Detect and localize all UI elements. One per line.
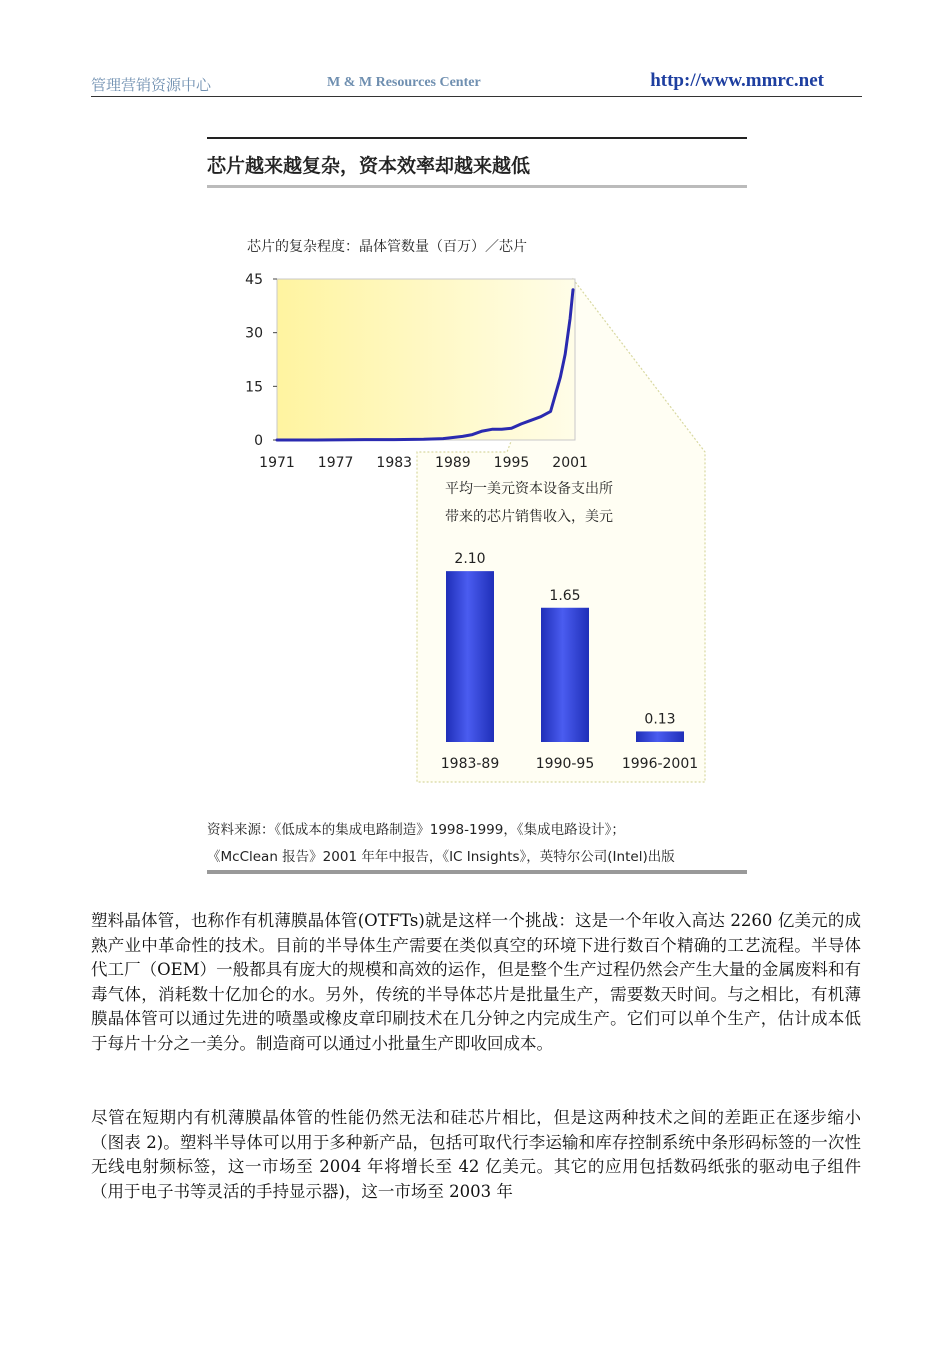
bar-category-label: 1990-95 [535,756,595,772]
bar-value-label: 2.10 [454,551,486,568]
line-x-tick-label: 1983 [376,455,413,471]
bar-category-label: 1996-2001 [621,756,699,772]
body-paragraph-2: 尽管在短期内有机薄膜晶体管的性能仍然无法和硅芯片相比，但是这两种技术之间的差距正在逐步缩小（图表 2)。塑料半导体可以用于多种新产品，包括可取代行李运输和库存控制系统中条形码标签的一次性无线电射频标签，这一市场至 2004 年将增长至 42 亿美元。其它的应用包括数码纸张的驱动电子组件（用于电子书等灵活的手持显示器)，这一市场至 2003 年 [91,1108,861,1201]
header-org-name: 管理营销资源中心 [91,76,212,94]
bar-value-label: 1.65 [549,587,581,604]
bar-category-label: 1983-89 [440,756,500,772]
bar-value-label: 0.13 [644,711,676,728]
bar-chart-title: 带来的芯片销售收入，美元 [445,509,613,525]
figure-charts [207,137,747,797]
line-y-tick-label: 0 [254,433,263,449]
line-x-tick-label: 1971 [259,455,295,471]
line-x-tick-label: 2001 [552,455,588,471]
line-y-axis-label: 芯片的复杂程度：晶体管数量（百万）／芯片 [247,239,527,255]
header-url-link[interactable]: http://www.mmrc.net [650,70,824,91]
line-x-tick-label: 1977 [317,455,354,471]
bar-chart-title: 平均一美元资本设备支出所 [445,481,613,497]
line-y-tick-label: 15 [245,379,263,396]
page-header [91,66,862,97]
bar-1983-89 [446,571,494,742]
line-x-tick-label: 1989 [435,455,471,471]
line-y-tick-label: 30 [245,325,263,342]
figure-source-line-2: 《McClean 报告》2001 年年中报告，《IC Insights》，英特尔公司(Intel)出版 [207,849,675,865]
bar-1990-95 [541,608,589,742]
bar-1996-2001 [636,731,684,742]
figure-source-line-1: 资料来源：《低成本的集成电路制造》1998-1999，《集成电路设计》； [207,822,625,838]
figure-bottom-rule [207,870,747,874]
figure [207,137,747,877]
line-x-tick-label: 1995 [493,455,530,471]
header-center-name: M & M Resources Center [327,75,481,90]
line-plot-area [277,279,575,440]
figure-title: 芯片越来越复杂，资本效率却越来越低 [207,155,531,177]
line-y-tick-label: 45 [245,272,263,288]
body-paragraph-1: 塑料晶体管，也称作有机薄膜晶体管(OTFTs)就是这样一个挑战：这是一个年收入高达 2260 亿美元的成熟产业中革命性的技术。目前的半导体生产需要在类似真空的环境下进行数百个精确的工艺流程。半导体代工厂（OEM）一般都具有庞大的规模和高效的运作，但是整个生产过程仍然会产生大量的金属废料和有毒气体，消耗数十亿加仑的水。另外，传统的半导体芯片是批量生产，需要数天时间。与之相比，有机薄膜晶体管可以通过先进的喷墨或橡皮章印刷技术在几分钟之内完成生产。它们可以单个生产，估计成本低于每片十分之一美分。制造商可以通过小批量生产即收回成本。 [91,911,861,1053]
